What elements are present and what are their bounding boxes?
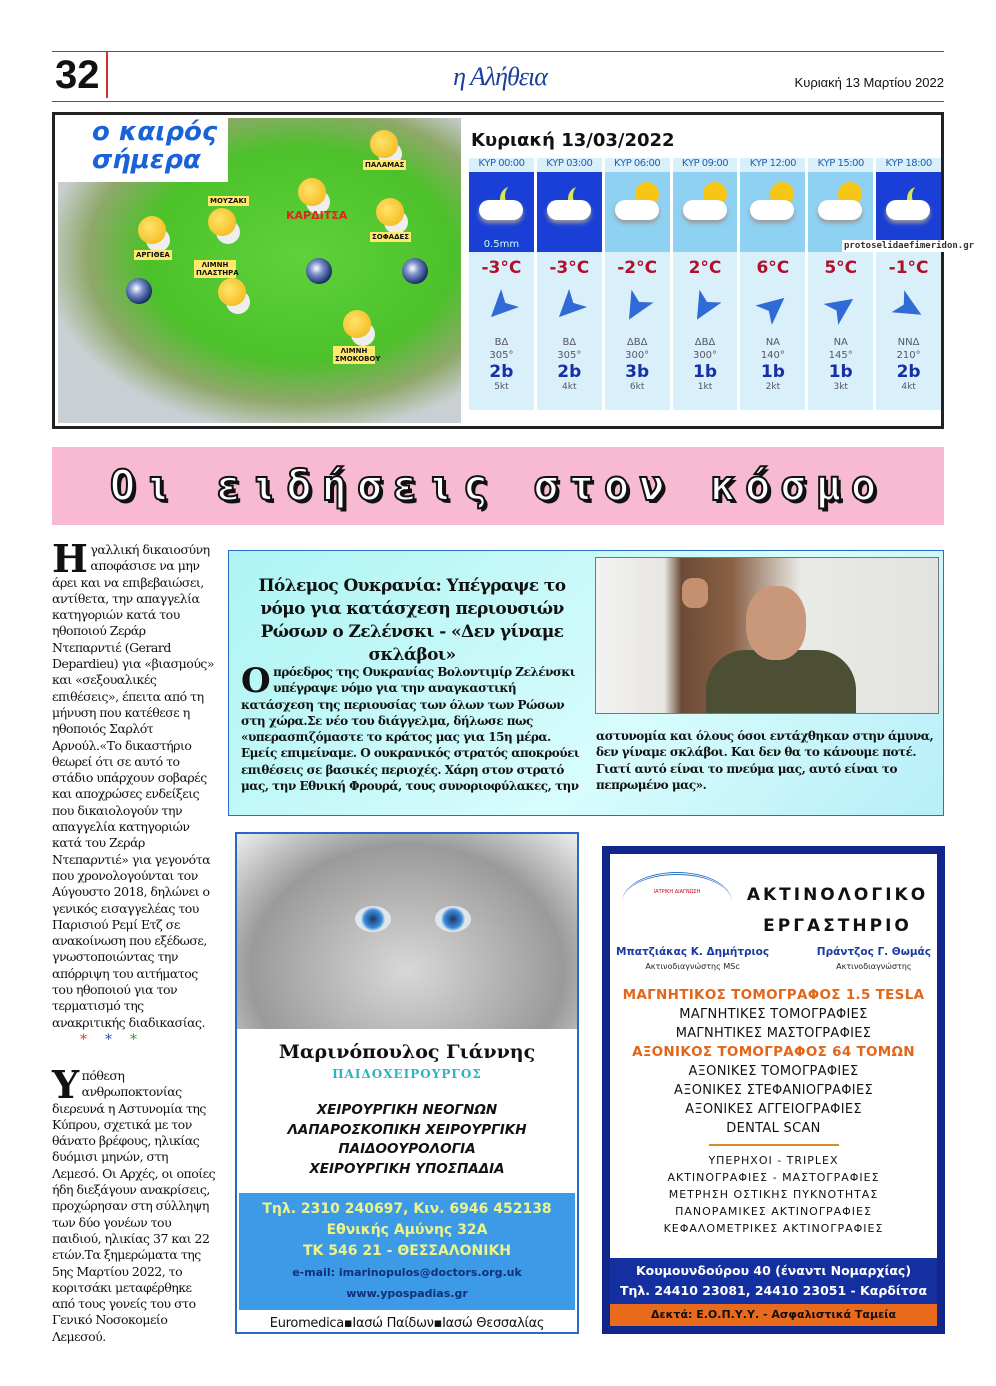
forecast-title: Κυριακή 13/03/2022: [471, 130, 675, 151]
service-item: ΑΞΟΝΙΚΕΣ ΤΟΜΟΓΡΑΦΙΕΣ: [688, 1064, 859, 1079]
ct-heading: ΑΞΟΝΙΚΟΣ ΤΟΜΟΓΡΑΦΟΣ 64 ΤΟΜΩΝ: [632, 1044, 915, 1060]
wind-arrow-icon: ➤: [745, 278, 801, 336]
sun-cloud-icon: [370, 130, 398, 158]
sun-cloud-icon: [298, 178, 326, 206]
precipitation: 0.5mm: [483, 239, 520, 250]
sun-cloud-icon: [343, 310, 371, 338]
ukraine-article: [228, 550, 944, 816]
temperature: -1°C: [888, 258, 929, 278]
ad-footer: [610, 1258, 937, 1326]
ad-doctor-name: Μαρινόπουλος Γιάννης: [278, 1041, 536, 1063]
map-label: ΛΙΜΝΗ ΣΜΟΚΟΒΟΥ: [335, 347, 381, 363]
ad-insurance: Δεκτά: Ε.Ο.Π.Υ.Υ. - Ασφαλιστικά Ταμεία: [610, 1304, 937, 1326]
divider: [709, 1144, 839, 1146]
article-headline: Πόλεμος Ουκρανία: Υπέγραψε το νόμο για κατάσχεση περιουσιών Ρώσων ο Ζελένσκι - «Δεν γίναμε σκλάβοι»: [258, 576, 566, 665]
sun-cloud-icon: [218, 278, 246, 306]
wind-direction: ΝΝΔ: [897, 337, 920, 348]
service-item: ΚΕΦΑΛΟΜΕΤΡΙΚΕΣ ΑΚΤΙΝΟΓΡΑΦΙΕΣ: [663, 1222, 884, 1235]
wind-degrees: 210°: [896, 350, 921, 361]
news-brief-depardieu: [52, 536, 216, 1031]
story-text: γαλλική δικαιοσύνη αποφάσισε να μην άρει και να επιβεβαιώσει, αντίθετα, την απαγγελία κατηγοριών κατά του ηθοποιού Ζεράρ Ντεπαρντιέ (Gerard Depardieu) για «βιασμούς» και «σεξουαλικές επιθέσεις», έπειτα από τη μήνυση που κατέθεσε η ηθοποιός Σαρλότ Αρνούλ.«Το δικαστήριο θεωρεί ότι σε αυτό το στάδιο υπάρχουν σοβαρές και αποχρώσες ενδείξεις που δικαιολογούν την απαγγελία κατηγοριών κατά του Ζεράρ Ντεπαρντιέ» για γεγονότα που χρονολογούνται τον Αύγουστο 2018, δηλώνει ο γενικός εισαγγελέας του Παρισιού Ρεμί Ετζ σε ανακοίνωση που εξέδωσε, γνωστοποιώντας την απόρριψη του αιτήματος του ηθοποιού για τον τερματισμό της ανακριτικής διαδικασίας.: [52, 542, 215, 1030]
story-text: πόθεση ανθρωποκτονίας διερευνά η Αστυνομία της Κύπρου, σχετικά με τον θάνατο βρέφους, ηλικίας δυόμισι μηνών, στη Λεμεσό. Οι Αρχές, οι οποίες ήδη διεξάγουν ανακρίσεις, προχώρησαν στη σύλληψη των δύο γονέων του παιδιού, ηλικίας 37 και 22 ετών.Τα ξημερώματα της 5ης Μαρτίου 2022, το κοριτσάκι μεταφέρθηκε από τους γονείς του στο Γενικό Νοσοκομείο Λεμεσού.: [52, 1068, 216, 1344]
wind-direction: ΔΒΔ: [626, 337, 648, 348]
forecast-slot: [876, 158, 941, 410]
sun-cloud-icon: [673, 172, 738, 252]
page-number: 32: [55, 52, 108, 98]
service-item: ΛΑΠΑΡΟΣΚΟΠΙΚΗ ΧΕΙΡΟΥΡΓΙΚΗ: [287, 1121, 527, 1138]
wind-arrow-icon: ➤: [608, 280, 666, 334]
wind-beaufort: 1b: [828, 362, 853, 382]
wind-arrow-icon: ➤: [676, 280, 734, 334]
wind-beaufort: 1b: [693, 362, 717, 382]
slot-time: ΚΥΡ 12:00: [740, 158, 805, 172]
wind-arrow-icon: ➤: [541, 278, 598, 336]
wind-degrees: 145°: [828, 350, 853, 361]
sun-cloud-icon: [376, 198, 404, 226]
slot-time: ΚΥΡ 15:00: [808, 158, 873, 172]
map-label: ΣΟΦΑΔΕΣ: [372, 233, 410, 241]
slot-time: ΚΥΡ 09:00: [673, 158, 738, 172]
wind-beaufort: 3b: [625, 362, 650, 382]
wind-direction: ΝΑ: [833, 337, 848, 348]
ad-city: ΤΚ 546 21 - ΘΕΣΣΑΛΟΝΙΚΗ: [302, 1243, 512, 1259]
ad-contact-box: [239, 1193, 575, 1310]
wind-direction: ΔΒΔ: [694, 337, 716, 348]
wind-beaufort: 2b: [489, 362, 514, 382]
slot-time: ΚΥΡ 03:00: [537, 158, 602, 172]
temperature: 6°C: [756, 258, 790, 278]
sun-cloud-icon: [740, 172, 805, 252]
ad-email: e-mail: imarinopulos@doctors.org.uk: [292, 1266, 522, 1279]
slot-time: ΚΥΡ 06:00: [605, 158, 670, 172]
sun-cloud-icon: [138, 216, 166, 244]
slot-time: ΚΥΡ 18:00: [876, 158, 941, 172]
temperature: -3°C: [481, 258, 522, 278]
title-line: ΕΡΓΑΣΤΗΡΙΟ: [763, 916, 912, 936]
mri-heading: ΜΑΓΝΗΤΙΚΟΣ ΤΟΜΟΓΡΑΦΟΣ 1.5 TESLA: [622, 987, 925, 1003]
watermark: protoselidaefimeridon.gr: [844, 241, 975, 251]
wind-degrees: 305°: [557, 350, 582, 361]
doctor-title: Ακτινοδιαγνώστης MSc: [645, 962, 740, 971]
weather-panel: [52, 112, 944, 429]
forecast-slot: [469, 158, 534, 410]
map-label: ΜΟΥΖΑΚΙ: [210, 197, 247, 205]
forecast-slot: [605, 158, 670, 410]
section-banner: [52, 447, 944, 525]
wind-beaufort: 2b: [896, 362, 921, 382]
wind-knots: 6kt: [629, 382, 645, 392]
map-label: ΠΑΛΑΜΑΣ: [365, 161, 405, 169]
map-title-line2: σήμερα: [92, 145, 201, 175]
wind-beaufort: 2b: [557, 362, 582, 382]
separator-stars: ***: [80, 1032, 155, 1048]
service-item: ΜΑΓΝΗΤΙΚΕΣ ΤΟΜΟΓΡΑΦΙΕΣ: [679, 1007, 868, 1022]
zelensky-photo: [595, 557, 939, 714]
ad-address: Εθνικής Αμύνης 32Α: [326, 1222, 488, 1238]
wind-direction: ΒΔ: [494, 337, 509, 348]
doctor-name: Μπατζιάκας Κ. Δημήτριος: [616, 946, 770, 958]
service-item: ΠΑΙΔΟΟΥΡΟΛΟΓΙΑ: [338, 1141, 476, 1157]
temperature: -3°C: [549, 258, 590, 278]
wind-degrees: 300°: [692, 350, 718, 361]
map-label: ΚΑΡΔΙΤΣΑ: [286, 209, 348, 222]
wind-arrow-icon: ➤: [473, 278, 530, 336]
wind-knots: 5kt: [494, 382, 509, 392]
drop-cap: Η: [52, 536, 88, 581]
wind-degrees: 140°: [760, 350, 785, 361]
drop-cap: Ο: [241, 661, 271, 701]
top-rule: [52, 51, 944, 52]
ad-doctors: [616, 946, 931, 971]
service-item: ΑΞΟΝΙΚΕΣ ΑΓΓΕΙΟΓΡΑΦΙΕΣ: [685, 1102, 862, 1117]
cloud-night-icon: [126, 278, 152, 304]
doctor-title: Ακτινοδιαγνώστης: [836, 962, 912, 971]
service-item: ΠΑΝΟΡΑΜΙΚΕΣ ΑΚΤΙΝΟΓΡΑΦΙΕΣ: [675, 1205, 872, 1218]
ad-title: [745, 880, 930, 942]
map-label: ΑΡΓΙΘΕΑ: [136, 251, 170, 259]
ad-contact: [610, 1258, 937, 1304]
article-body-continued: αστυνομία και όλους όσοι εντάχθηκαν στην άμυνα, δεν γίναμε σκλάβοι. Και δεν θα το κάνουμε ποτέ. Γιατί αυτό είναι το πνεύμα μας, αυτό είναι το πεπρωμένο μας».: [596, 729, 934, 792]
doctor: [817, 946, 931, 971]
title-line: ΑΚΤΙΝΟΛΟΓΙΚΟ: [746, 885, 929, 905]
wind-knots: 1kt: [697, 382, 713, 392]
moon-cloud-icon: [537, 172, 602, 252]
article-text: πρόεδρος της Ουκρανίας Βολοντιμίρ Ζελένσκι υπέγραψε νόμο για την αναγκαστική κατάσχεση της περιουσίας των όλων των Ρώσων στη χώρα.Σε νέο του διάγγελμα, δήλωσε πως «υπερασπιζόμαστε το κράτος μας για 15η μέρα. Εμείς επιμείναμε. Ο ουκρανικός στρατός αποκρούει επιθέσεις σε βασικές περιοχές. Χάρη στον στρατό μας, την Εθνική Φρουρά, τους συνοριοφύλακες, την: [241, 665, 580, 794]
cloud-night-icon: [306, 258, 332, 284]
newspaper-logo: η Αλήθεια: [453, 62, 547, 91]
ad-services: [237, 1101, 577, 1179]
service-item: ΜΕΤΡΗΣΗ ΟΣΤΙΚΗΣ ΠΥΚΝΟΤΗΤΑΣ: [668, 1188, 879, 1201]
wind-knots: 4kt: [562, 382, 577, 392]
ad-address: Κουμουνδούρου 40 (έναντι Νομαρχίας): [635, 1263, 912, 1278]
section-title: Οι ειδήσεις στον κόσμο: [109, 461, 887, 510]
ad-phones: Τηλ. 24410 23081, 24410 23051 - Καρδίτσα: [619, 1283, 928, 1298]
service-item: ΜΑΓΝΗΤΙΚΕΣ ΜΑΣΤΟΓΡΑΦΙΕΣ: [675, 1026, 872, 1041]
weather-map: [58, 118, 461, 423]
baby-photo: [237, 834, 577, 1029]
service-item: ΑΚΤΙΝΟΓΡΑΦΙΕΣ - ΜΑΣΤΟΓΡΑΦΙΕΣ: [667, 1171, 880, 1184]
wind-beaufort: 1b: [760, 362, 785, 382]
temperature: 5°C: [824, 258, 858, 278]
drop-cap: Υ: [52, 1062, 79, 1107]
ad-specialty: ΠΑΙΔΟΧΕΙΡΟΥΡΓΟΣ: [332, 1067, 482, 1081]
wind-arrow-icon: ➤: [813, 278, 868, 336]
sun-cloud-icon: [208, 208, 236, 236]
service-item: ΥΠΕΡΗΧΟΙ - TRIPLEX: [708, 1154, 839, 1167]
wind-degrees: 305°: [489, 350, 514, 361]
service-item: ΧΕΙΡΟΥΡΓΙΚΗ ΝΕΟΓΝΩΝ: [316, 1102, 498, 1118]
wind-degrees: 300°: [625, 350, 650, 361]
ad-phone: Τηλ. 2310 240697, Κιν. 6946 452138: [262, 1201, 552, 1217]
issue-date: Κυριακή 13 Μαρτίου 2022: [794, 75, 944, 90]
forecast-slot: [808, 158, 873, 410]
ad-website: www.ypospadias.gr: [346, 1287, 468, 1300]
wind-direction: ΝΑ: [765, 337, 781, 348]
map-label: ΛΙΜΝΗ ΠΛΑΣΤΗΡΑ: [196, 261, 239, 277]
sun-cloud-icon: [605, 172, 670, 252]
forecast-slot: [537, 158, 602, 410]
wind-knots: 2kt: [765, 382, 781, 392]
caduceus-logo: ΙΑΤΡΙΚΗ ΔΙΑΓΝΩΣΗ: [622, 872, 732, 932]
wind-knots: 3kt: [833, 382, 848, 392]
cloud-night-icon: [402, 258, 428, 284]
ad-services: [610, 986, 937, 1237]
wind-direction: ΒΔ: [562, 337, 577, 348]
ad-footer: Euromedica▪Ιασώ Παίδων▪Ιασώ Θεσσαλίας: [269, 1316, 545, 1331]
slot-time: ΚΥΡ 00:00: [469, 158, 534, 172]
forecast-table: [465, 118, 941, 423]
moon-cloud-icon: [469, 172, 534, 252]
article-body: [241, 661, 583, 794]
service-item: ΧΕΙΡΟΥΡΓΙΚΗ ΥΠΟΣΠΑΔΙΑ: [309, 1160, 505, 1177]
forecast-slot: [740, 158, 805, 410]
wind-arrow-icon: ➤: [882, 278, 935, 336]
map-title-line1: ο καιρός: [92, 118, 218, 147]
service-item: DENTAL SCAN: [726, 1121, 821, 1136]
surgeon-advertisement: [235, 832, 579, 1334]
temperature: 2°C: [688, 258, 722, 278]
map-title: [58, 118, 228, 182]
forecast-slot: [673, 158, 738, 410]
wind-knots: 4kt: [901, 382, 916, 392]
temperature: -2°C: [617, 258, 658, 278]
news-brief-cyprus: [52, 1062, 216, 1345]
radiology-advertisement: [602, 846, 945, 1334]
doctor-name: Πράντζος Γ. Θωμάς: [816, 946, 931, 958]
header-rule: [52, 101, 944, 102]
service-item: ΑΞΟΝΙΚΕΣ ΣΤΕΦΑΝΙΟΓΡΑΦΙΕΣ: [674, 1083, 873, 1098]
doctor: [616, 946, 769, 971]
